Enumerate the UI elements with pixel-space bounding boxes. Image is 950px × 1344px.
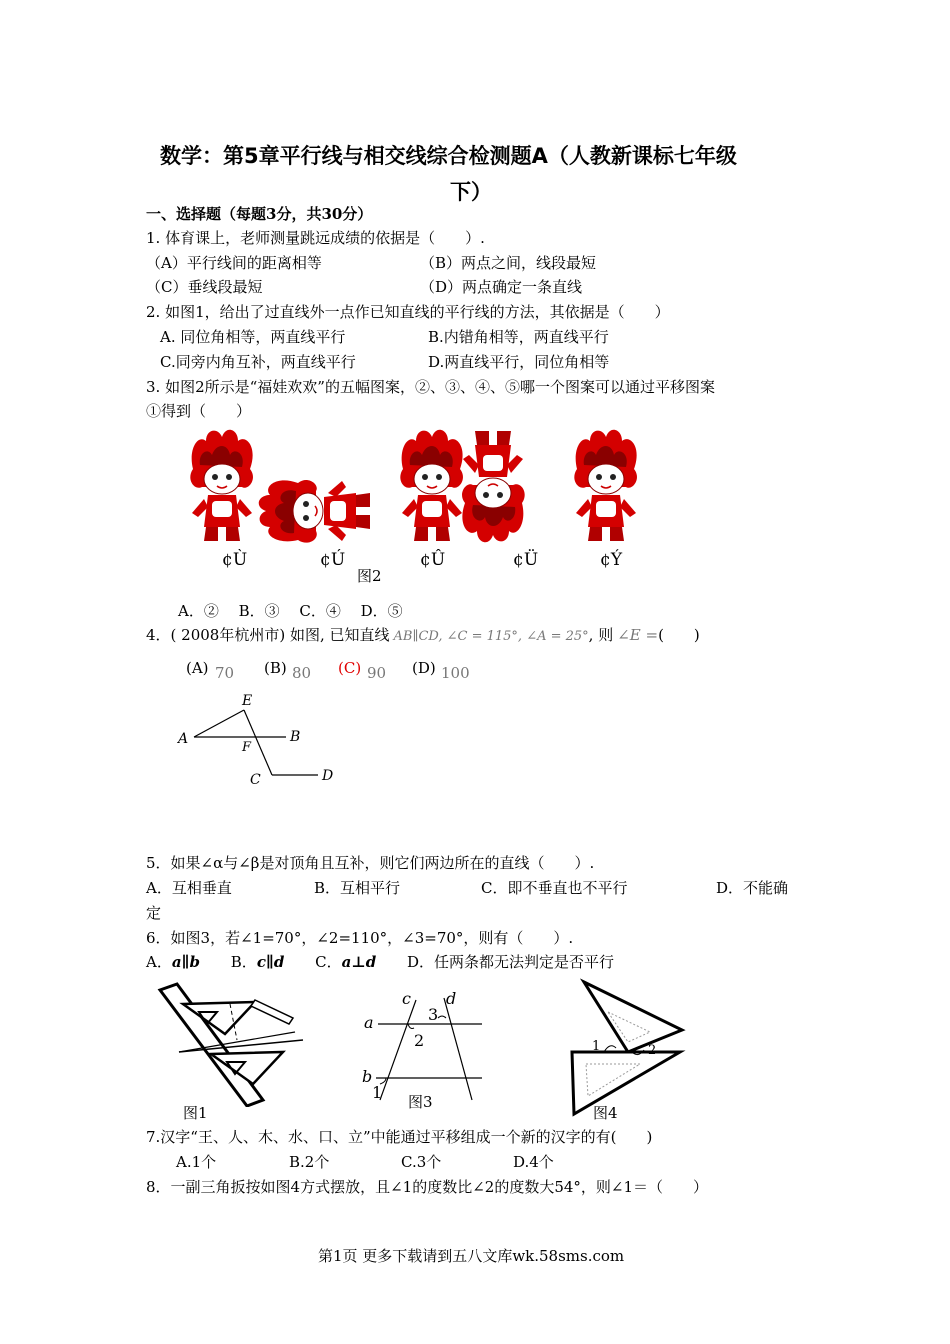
q3-stem-line2: ①得到（ ） bbox=[146, 402, 252, 420]
q1-option-d: （D）两点确定一条直线 bbox=[420, 278, 583, 296]
q2-option-c: C.同旁内角互补，两直线平行 bbox=[160, 353, 356, 371]
q4-stem-math: AB∥CD, ∠C = 115°, ∠A = 25° bbox=[393, 629, 589, 644]
figure-4-caption: 图4 bbox=[593, 1104, 618, 1122]
q4-fig-label-d: D bbox=[322, 768, 334, 784]
page-title-line2: 下） bbox=[450, 180, 492, 204]
q1-stem: 1. 体育课上，老师测量跳远成绩的依据是（ ）. bbox=[146, 229, 485, 247]
fig4-label-2: 2 bbox=[648, 1043, 657, 1058]
q3-options: A．② B．③ C．④ D．⑤ bbox=[178, 602, 403, 620]
q2-option-d: D.两直线平行，同位角相等 bbox=[428, 353, 610, 371]
q4-figure bbox=[170, 688, 350, 788]
q5-option-b: B．互相平行 bbox=[314, 879, 401, 897]
q7-option-a: A.1个 bbox=[176, 1153, 217, 1171]
q7-option-b: B.2个 bbox=[289, 1153, 330, 1171]
fig3-label-b: b bbox=[362, 1067, 373, 1086]
q4-angle-e: ∠E = bbox=[617, 626, 659, 644]
fig3-label-c: c bbox=[402, 989, 411, 1008]
fuwa-label-5: ¢Ý bbox=[600, 550, 623, 570]
figure-3 bbox=[358, 988, 488, 1106]
figure-3-caption: 图3 bbox=[408, 1093, 433, 1111]
fig3-label-d: d bbox=[446, 989, 457, 1008]
q6-option-a: a∥b bbox=[171, 953, 200, 971]
fuwa-1 bbox=[190, 430, 253, 541]
figure-1-caption: 图1 bbox=[183, 1104, 208, 1122]
q5-option-d-cont: 定 bbox=[146, 904, 162, 922]
q5-option-a: A．互相垂直 bbox=[146, 879, 232, 897]
q1-option-a: （A）平行线间的距离相等 bbox=[146, 254, 322, 272]
q2-option-b: B.内错角相等，两直线平行 bbox=[428, 328, 609, 346]
q7-option-c: C.3个 bbox=[401, 1153, 442, 1171]
q1-option-c: （C）垂线段最短 bbox=[146, 278, 263, 296]
q4-fig-label-b: B bbox=[290, 729, 301, 745]
fuwa-4 bbox=[462, 431, 525, 542]
figure-2-caption: 图2 bbox=[357, 567, 382, 585]
q7-option-d: D.4个 bbox=[513, 1153, 554, 1171]
q4-option-c-label: (C) bbox=[338, 659, 362, 677]
q7-stem: 7.汉字“王、人、木、水、口、立”中能通过平移组成一个新的汉字的有( ) bbox=[146, 1128, 653, 1146]
fig3-label-3: 3 bbox=[428, 1005, 439, 1024]
fuwa-figure-2 bbox=[188, 425, 658, 555]
fuwa-label-4: ¢Ü bbox=[513, 550, 539, 570]
q4-fig-label-f: F bbox=[242, 740, 252, 755]
q6-option-d: D．任两条都无法判定是否平行 bbox=[407, 953, 615, 971]
fuwa-label-3: ¢Û bbox=[420, 550, 446, 570]
fuwa-label-2: ¢Ú bbox=[320, 550, 346, 570]
q4-fig-label-c: C bbox=[250, 772, 261, 788]
page-title: 数学：第5章平行线与相交线综合检测题A（人教新课标七年级 bbox=[160, 144, 737, 168]
q4-option-c-value: 90 bbox=[367, 664, 387, 682]
q6-stem: 6．如图3，若∠1=70°，∠2=110°，∠3=70°，则有（ ）. bbox=[146, 929, 574, 947]
q4-option-a-value: 70 bbox=[215, 664, 235, 682]
q4-option-b-value: 80 bbox=[292, 664, 312, 682]
figure-4 bbox=[566, 978, 691, 1118]
q4-option-b-label: (B) bbox=[264, 659, 287, 677]
q4-fig-label-e: E bbox=[242, 693, 253, 709]
q5-option-c: C．即不垂直也不平行 bbox=[481, 879, 628, 897]
q4-option-d-label: (D) bbox=[412, 659, 436, 677]
q6-option-b: c∥d bbox=[256, 953, 285, 971]
q3-stem: 3. 如图2所示是“福娃欢欢”的五幅图案，②、③、④、⑤哪一个图案可以通过平移图案 bbox=[146, 378, 715, 396]
section-heading: 一、选择题（每题3分，共30分） bbox=[146, 205, 373, 223]
fuwa-2 bbox=[259, 480, 370, 543]
fig4-label-1: 1 bbox=[592, 1039, 601, 1054]
q5-stem: 5．如果∠α与∠β是对顶角且互补，则它们两边所在的直线（ ）. bbox=[146, 854, 595, 872]
fig3-label-1: 1 bbox=[372, 1083, 383, 1102]
q8-stem: 8．一副三角扳按如图4方式摆放，且∠1的度数比∠2的度数大54°，则∠1＝（ ） bbox=[146, 1178, 709, 1196]
fig3-label-2: 2 bbox=[414, 1031, 425, 1050]
q2-stem: 2. 如图1，给出了过直线外一点作已知直线的平行线的方法，其依据是（ ） bbox=[146, 303, 670, 321]
q4-option-d-value: 100 bbox=[441, 664, 470, 682]
q5-option-d: D．不能确 bbox=[716, 879, 789, 897]
q4-stem: 4．( 2008年杭州市) 如图, 已知直线 AB∥CD, ∠C = 115°, ∠A = 25°, 则 ∠E =( ) bbox=[146, 626, 700, 644]
fuwa-3 bbox=[400, 430, 463, 541]
fuwa-label-1: ¢Ù bbox=[222, 550, 248, 570]
fig3-label-a: a bbox=[364, 1013, 374, 1032]
q6-option-c: a⊥d bbox=[341, 953, 377, 971]
figure-1 bbox=[155, 982, 310, 1107]
q4-option-a-label: (A) bbox=[186, 659, 209, 677]
q1-option-b: （B）两点之间，线段最短 bbox=[420, 254, 597, 272]
q6-options: A．a∥b B．c∥d C．a⊥d D．任两条都无法判定是否平行 bbox=[146, 953, 615, 971]
q2-option-a: A. 同位角相等，两直线平行 bbox=[160, 328, 346, 346]
fuwa-5 bbox=[574, 430, 637, 541]
page-footer: 第1页 更多下载请到五八文库wk.58sms.com bbox=[318, 1247, 625, 1265]
q4-fig-label-a: A bbox=[178, 731, 189, 747]
